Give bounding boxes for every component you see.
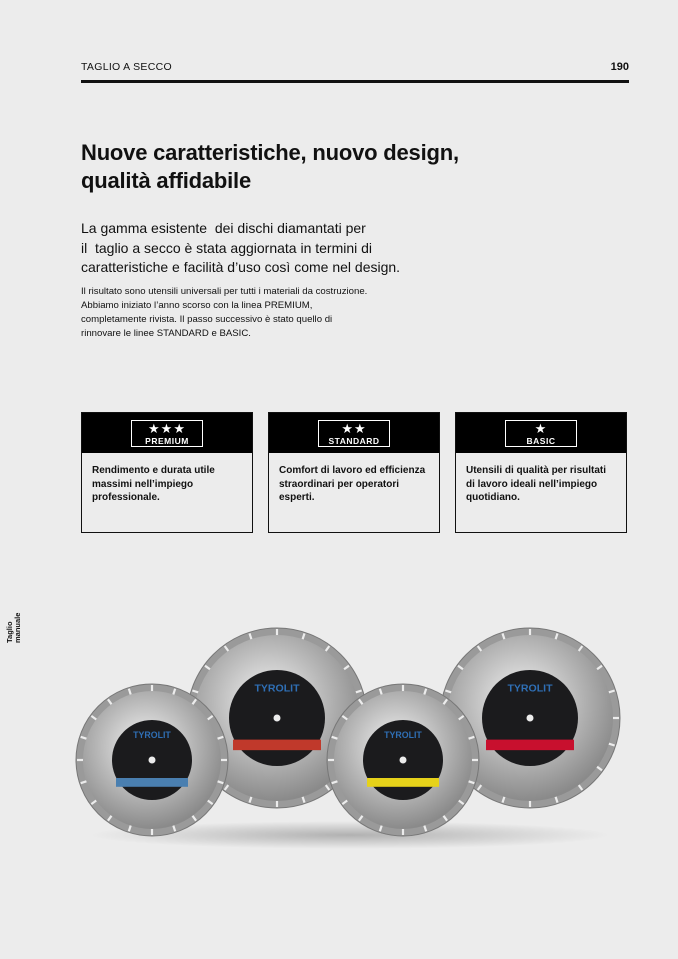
brand-logo: TYROLIT — [254, 682, 300, 695]
page-number: 190 — [610, 61, 629, 73]
card-basic — [455, 412, 627, 533]
side-tab — [6, 603, 22, 643]
brand-logo: TYROLIT — [133, 730, 171, 740]
color-band — [367, 778, 439, 787]
brand-logo: TYROLIT — [384, 730, 422, 740]
side-tab-line: manuale — [13, 612, 22, 643]
badge-label: BASIC — [526, 436, 556, 446]
card-description — [269, 453, 439, 505]
arbor-hole — [149, 757, 156, 764]
card-header — [269, 413, 439, 453]
basic-badge — [505, 420, 577, 447]
premium-badge — [131, 420, 203, 447]
color-band — [116, 778, 188, 787]
page-title — [81, 139, 561, 195]
card-header — [82, 413, 252, 453]
blade-basic-blue — [76, 684, 228, 836]
desc-line: Rendimento e durata utile — [92, 465, 215, 476]
desc-line: esperti. — [279, 492, 315, 503]
standard-badge — [318, 420, 390, 447]
blade-standard-yellow — [327, 684, 479, 836]
desc-line: quotidiano. — [466, 492, 520, 503]
product-photo — [70, 620, 630, 850]
badge-label: STANDARD — [328, 436, 380, 446]
title-line: Nuove caratteristiche, nuovo design, — [81, 140, 459, 165]
body-line: rinnovare le linee STANDARD e BASIC. — [81, 328, 251, 339]
card-header — [456, 413, 626, 453]
desc-line: Comfort di lavoro ed efficienza — [279, 465, 426, 476]
page-header — [81, 60, 629, 83]
intro-line: La gamma esistente dei dischi diamantati per — [81, 220, 366, 236]
card-description — [456, 453, 626, 505]
intro-paragraph — [81, 219, 421, 278]
arbor-hole — [527, 715, 534, 722]
star-icon: ★ — [534, 421, 548, 436]
body-line: Abbiamo iniziato l’anno scorso con la linea PREMIUM, — [81, 300, 313, 311]
desc-line: Utensili di qualità per risultati — [466, 465, 607, 476]
section-label: TAGLIO A SECCO — [81, 61, 172, 73]
stars-icon: ★★ — [341, 421, 367, 436]
desc-line: professionale. — [92, 492, 160, 503]
badge-label: PREMIUM — [145, 436, 189, 446]
stars-icon: ★★★ — [148, 421, 186, 436]
card-description — [82, 453, 252, 505]
intro-line: caratteristiche e facilità d’uso così come nel design. — [81, 259, 401, 275]
desc-line: di lavoro ideali nell’impiego — [466, 478, 598, 490]
title-line: qualità affidabile — [81, 168, 251, 193]
intro-line: il taglio a secco è stata aggiornata in termini di — [81, 239, 373, 256]
brand-logo: TYROLIT — [507, 682, 553, 695]
arbor-hole — [400, 757, 407, 764]
card-standard — [268, 412, 440, 533]
body-paragraph — [81, 285, 401, 341]
color-band — [486, 740, 574, 751]
desc-line: straordinari per operatori — [279, 478, 400, 490]
card-premium — [81, 412, 253, 533]
color-band — [233, 740, 321, 751]
body-line: Il risultato sono utensili universali per tutti i materiali da costruzione. — [81, 286, 368, 297]
arbor-hole — [274, 715, 281, 722]
desc-line: massimi nell’impiego — [92, 478, 194, 490]
body-line: completamente rivista. Il passo successivo è stato quello di — [81, 314, 333, 325]
side-tab-line: Taglio — [5, 621, 14, 643]
